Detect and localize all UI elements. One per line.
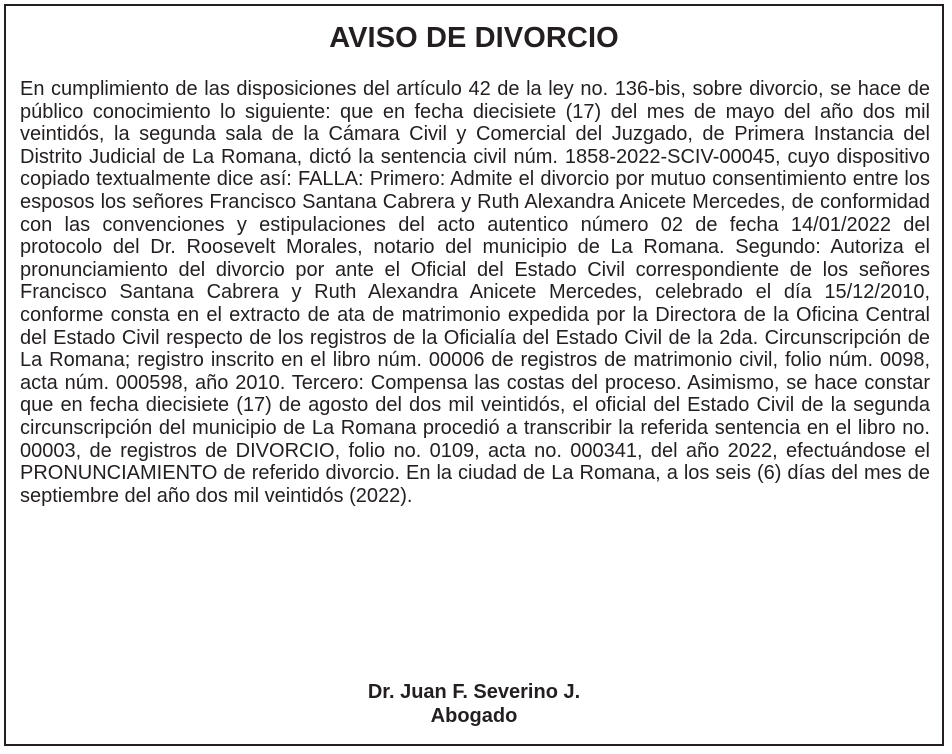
signature-name: Dr. Juan F. Severino J. <box>367 681 581 703</box>
signature-block <box>6 680 942 728</box>
signature-role: Abogado <box>430 705 518 727</box>
notice-title: AVISO DE DIVORCIO <box>329 22 619 54</box>
notice-body: En cumplimiento de las disposiciones del artículo 42 de la ley no. 136-bis, sobre divorcio, se hace de público conocimiento lo siguiente: que en fecha diecisiete (17) del mes de mayo del año dos mil veintidós, la segunda sala de la Cámara Civil y Comercial del Juzgado, de Primera Instancia del Distrito Judicial de La Romana, dictó la sentencia civil núm. 1858-2022-SCIV-00045, cuyo dispositivo copiado textualmente dice así: FALLA: Primero: Admite el divorcio por mutuo consentimiento entre los esposos los señores Francisco Santana Cabrera y Ruth Alexandra Anicete Mercedes, de conformidad con las convenciones y estipulaciones del acto autentico número 02 de fecha 14/01/2022 del protocolo del Dr. Roosevelt Morales, notario del municipio de La Romana. Segundo: Autoriza el pronunciamiento del divorcio por ante el Oficial del Estado Civil correspondiente de los señores Francisco Santana Cabrera y Ruth Alexandra Anicete Mercedes, celebrado el día 15/12/2010, conforme consta en el extracto de ata de matrimonio expedida por la Directora de la Oficina Central del Estado Civil respecto de los registros de la Oficialía del Estado Civil de la 2da. Circunscripción de La Romana; registro inscrito en el libro núm. 00006 de registros de matrimonio civil, folio núm. 0098, acta núm. 000598, año 2010. Tercero: Compensa las costas del proceso. Asimismo, se hace constar que en fecha diecisiete (17) de agosto del dos mil veintidós, el oficial del Estado Civil de la segunda circunscripción del municipio de La Romana procedió a transcribir la referida sentencia en el libro no. 00003, de registros de DIVORCIO, folio no. 0109, acta no. 000341, del año 2022, efectuándose el PRONUNCIAMIENTO de referido divorcio. En la ciudad de La Romana, a los seis (6) días del mes de septiembre del año dos mil veintidós (2022). <box>20 78 930 507</box>
divorce-notice <box>4 4 944 746</box>
